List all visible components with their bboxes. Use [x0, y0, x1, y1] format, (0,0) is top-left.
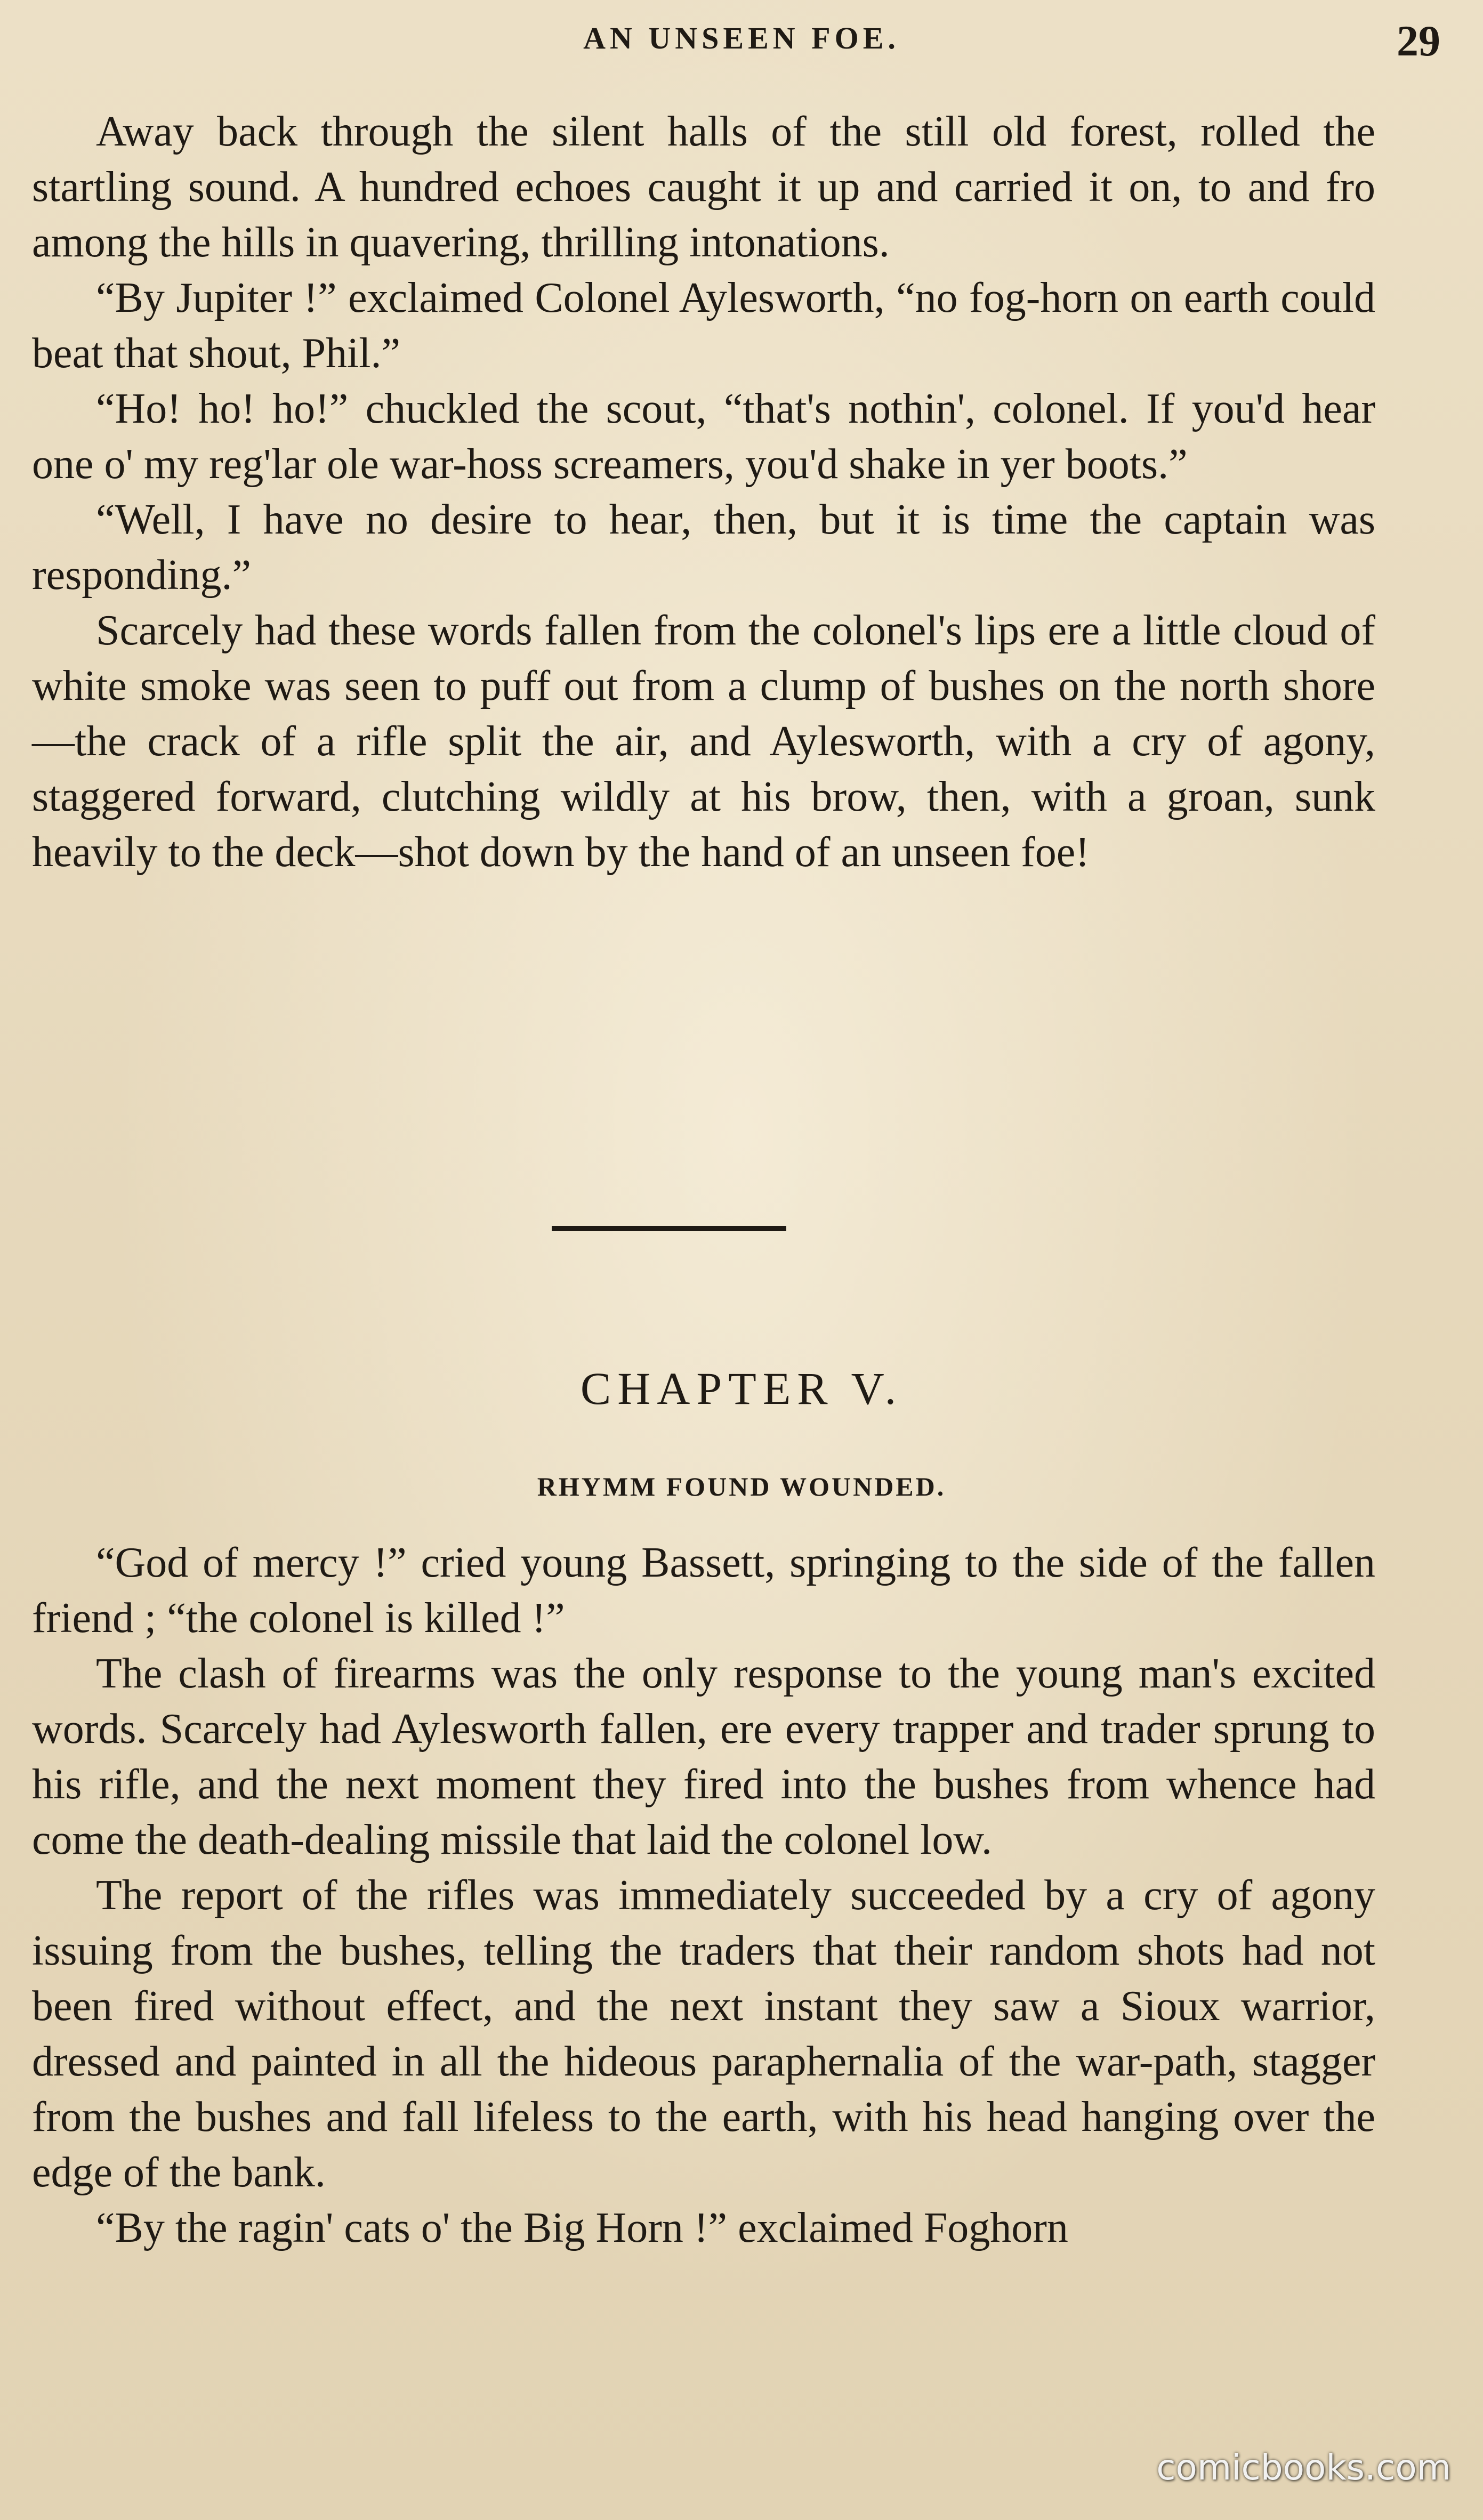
paragraph: “God of mercy !” cried young Bassett, springing to the side of the fallen friend ; “the colonel is killed !”: [32, 1539, 1375, 1642]
paragraph: “By Jupiter !” exclaimed Colonel Aylesworth, “no fog-horn on earth could beat that shout, Phil.”: [32, 274, 1375, 377]
running-head: [0, 16, 1483, 69]
watermark: comicbooks.com: [1156, 2447, 1451, 2488]
paragraph: Away back through the silent halls of the still old forest, rolled the startling sound. A hundred echoes caught it up and carried it on, to and fro among the hills in quavering, thrilling intonations.: [32, 108, 1375, 266]
section-divider: [552, 1226, 786, 1231]
text-section-1: [32, 104, 1375, 880]
paragraph: The report of the rifles was immediately succeeded by a cry of agony issuing from the bushes, telling the traders that their random shots had not been fired without effect, and the next instant they saw a Sioux warrior, dressed and painted in all the hideous paraphernalia of the war-path, stagger from the bushes and fall lifeless to the earth, with his head hanging over the edge of the bank.: [32, 1872, 1375, 2196]
chapter-subtitle: RHYMM FOUND WOUNDED.: [537, 1472, 946, 1501]
paragraph: “Ho! ho! ho!” chuckled the scout, “that's nothin', colonel. If you'd hear one o' my reg'lar ole war-hoss screamers, you'd shake in yer boots.”: [32, 385, 1375, 488]
paragraph: “Well, I have no desire to hear, then, but it is time the captain was responding.”: [32, 496, 1375, 599]
text-section-2: [32, 1535, 1375, 2256]
running-title: AN UNSEEN FOE.: [583, 21, 900, 55]
paragraph: Scarcely had these words fallen from the colonel's lips ere a little cloud of white smoke was seen to puff out from a clump of bushes on the north shore—the crack of a rifle split the air, and Aylesworth, with a cry of agony, staggered forward, clutching wildly at his brow, then, with a groan, sunk heavily to the deck—shot down by the hand of an unseen foe!: [32, 607, 1375, 876]
paragraph: The clash of firearms was the only response to the young man's excited words. Scarcely had Aylesworth fallen, ere every trapper and trader sprung to his rifle, and the next moment they fired into the bushes from whence had come the death-dealing missile that laid the colonel low.: [32, 1650, 1375, 1863]
page-number: 29: [1397, 17, 1440, 65]
chapter-title: CHAPTER V.: [580, 1363, 903, 1414]
paragraph: “By the ragin' cats o' the Big Horn !” exclaimed Foghorn: [96, 2204, 1068, 2251]
